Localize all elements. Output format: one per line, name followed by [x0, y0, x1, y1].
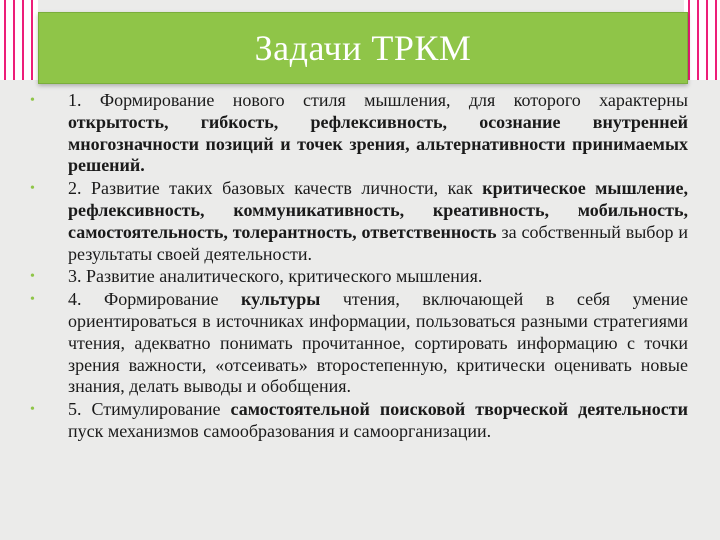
bold-text: культуры	[241, 289, 321, 310]
bullet-item	[26, 266, 688, 288]
text: 2. Развитие таких базовых качеств личности, как	[68, 178, 483, 199]
text: 1. Формирование нового стиля мышления, для которого характерны	[68, 90, 688, 110]
text: пуск механизмов самообразования и самоорганизации.	[68, 420, 492, 441]
decorative-stripes-left	[0, 0, 38, 80]
bullet-item	[26, 90, 688, 177]
bold-text: самостоятельной поисковой творческой деятельности	[230, 399, 688, 420]
text: 4. Формирование	[68, 289, 242, 310]
bullet-item	[26, 289, 688, 398]
bullet-icon: •	[30, 402, 35, 418]
text: 3. Развитие аналитического, критического мышления.	[68, 266, 483, 287]
bullet-icon: •	[30, 93, 35, 108]
text: за собственный выбор и результаты своей деятельности.	[68, 221, 688, 264]
bullet-icon: •	[30, 292, 35, 308]
bullet-item	[26, 178, 688, 265]
bullet-icon: •	[30, 269, 35, 285]
decorative-stripes-right	[684, 0, 720, 80]
text: чтения, включающей в себя умение ориентироваться в источниках информации, пользоваться разными стратегиями чтения, адекватно понимать прочитанное, сортировать информацию с точки зрения важности, «отсеивать» второстепенную, критически оценивать новые знания, делать выводы и обобщения.	[68, 289, 688, 397]
bullet-item	[26, 399, 688, 443]
bullet-list	[26, 90, 688, 444]
bold-text: критическое мышление, рефлексивность, коммуникативность, креативность, мобильность, самостоятельность, толерантность, ответственность	[68, 178, 688, 242]
title-bar	[38, 12, 688, 84]
bullet-icon: •	[30, 181, 35, 197]
text: 5. Стимулирование	[68, 399, 231, 420]
slide-title: Задачи ТРКМ	[254, 28, 472, 68]
bold-text: открытость, гибкость, рефлексивность, осознание внутренней многозначности позиций и точек зрения, альтернативности принимаемых решений.	[68, 111, 688, 176]
